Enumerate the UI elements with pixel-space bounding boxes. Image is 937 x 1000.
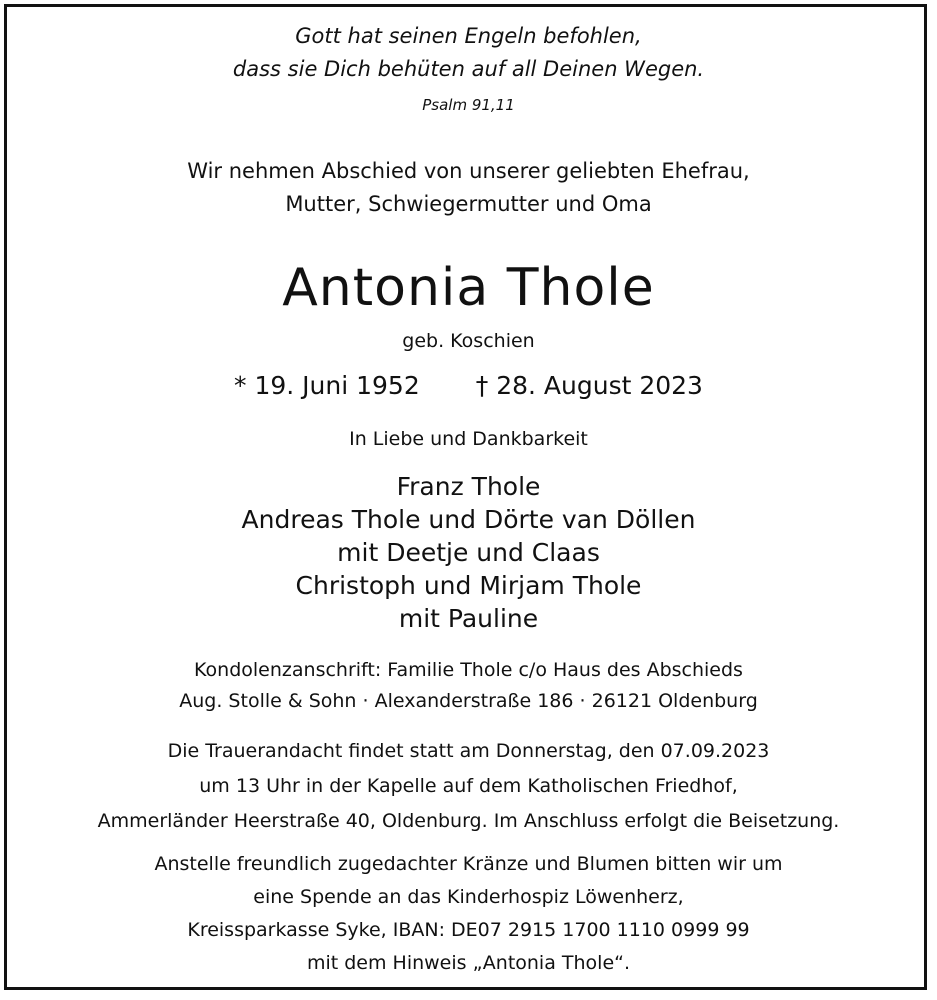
mourner: mit Deetje und Claas: [337, 538, 600, 567]
mourner: Franz Thole: [396, 472, 541, 501]
motto-line: Gott hat seinen Engeln befohlen,: [295, 24, 642, 48]
motto-line: dass sie Dich behüten auf all Deinen Wegen.: [232, 57, 705, 81]
condolence-address: [0, 655, 937, 717]
donation-line: eine Spende an das Kinderhospiz Löwenherz,: [253, 886, 684, 908]
life-dates: [0, 368, 937, 404]
address-line: Aug. Stolle & Sohn · Alexanderstraße 186 · 26121 Oldenburg: [179, 690, 758, 712]
deceased-name: Antonia Thole: [282, 258, 655, 318]
mourner: mit Pauline: [398, 604, 539, 633]
death-date: † 28. August 2023: [475, 371, 703, 400]
donation-request: [0, 848, 937, 980]
donation-line: Anstelle freundlich zugedachter Kränze und Blumen bitten wir um: [154, 853, 783, 875]
service-line: Die Trauerandacht findet statt am Donnerstag, den 07.09.2023: [167, 740, 770, 762]
donation-line: Kreissparkasse Syke, IBAN: DE07 2915 1700 1110 0999 99: [187, 919, 750, 941]
intro-line: Wir nehmen Abschied von unserer geliebten Ehefrau,: [187, 159, 750, 183]
intro-line: Mutter, Schwiegermutter und Oma: [285, 192, 652, 216]
maiden-name: geb. Koschien: [402, 330, 535, 352]
donation-line: mit dem Hinweis „Antonia Thole“.: [306, 952, 631, 974]
memorial-service-info: [0, 734, 937, 839]
intro-text: [0, 155, 937, 221]
service-line: Ammerländer Heerstraße 40, Oldenburg. Im Anschluss erfolgt die Beisetzung.: [97, 810, 840, 832]
address-line: Kondolenzanschrift: Familie Thole c/o Haus des Abschieds: [194, 659, 743, 681]
birth-date: * 19. Juni 1952: [234, 371, 420, 400]
mourners-list: [0, 470, 937, 635]
mourner: Christoph und Mirjam Thole: [295, 571, 642, 600]
motto-source: Psalm 91,11: [422, 96, 515, 114]
service-line: um 13 Uhr in der Kapelle auf dem Katholischen Friedhof,: [199, 775, 738, 797]
motto-verse: [0, 20, 937, 86]
mourner: Andreas Thole und Dörte van Döllen: [241, 505, 696, 534]
gratitude-line: In Liebe und Dankbarkeit: [349, 428, 588, 450]
